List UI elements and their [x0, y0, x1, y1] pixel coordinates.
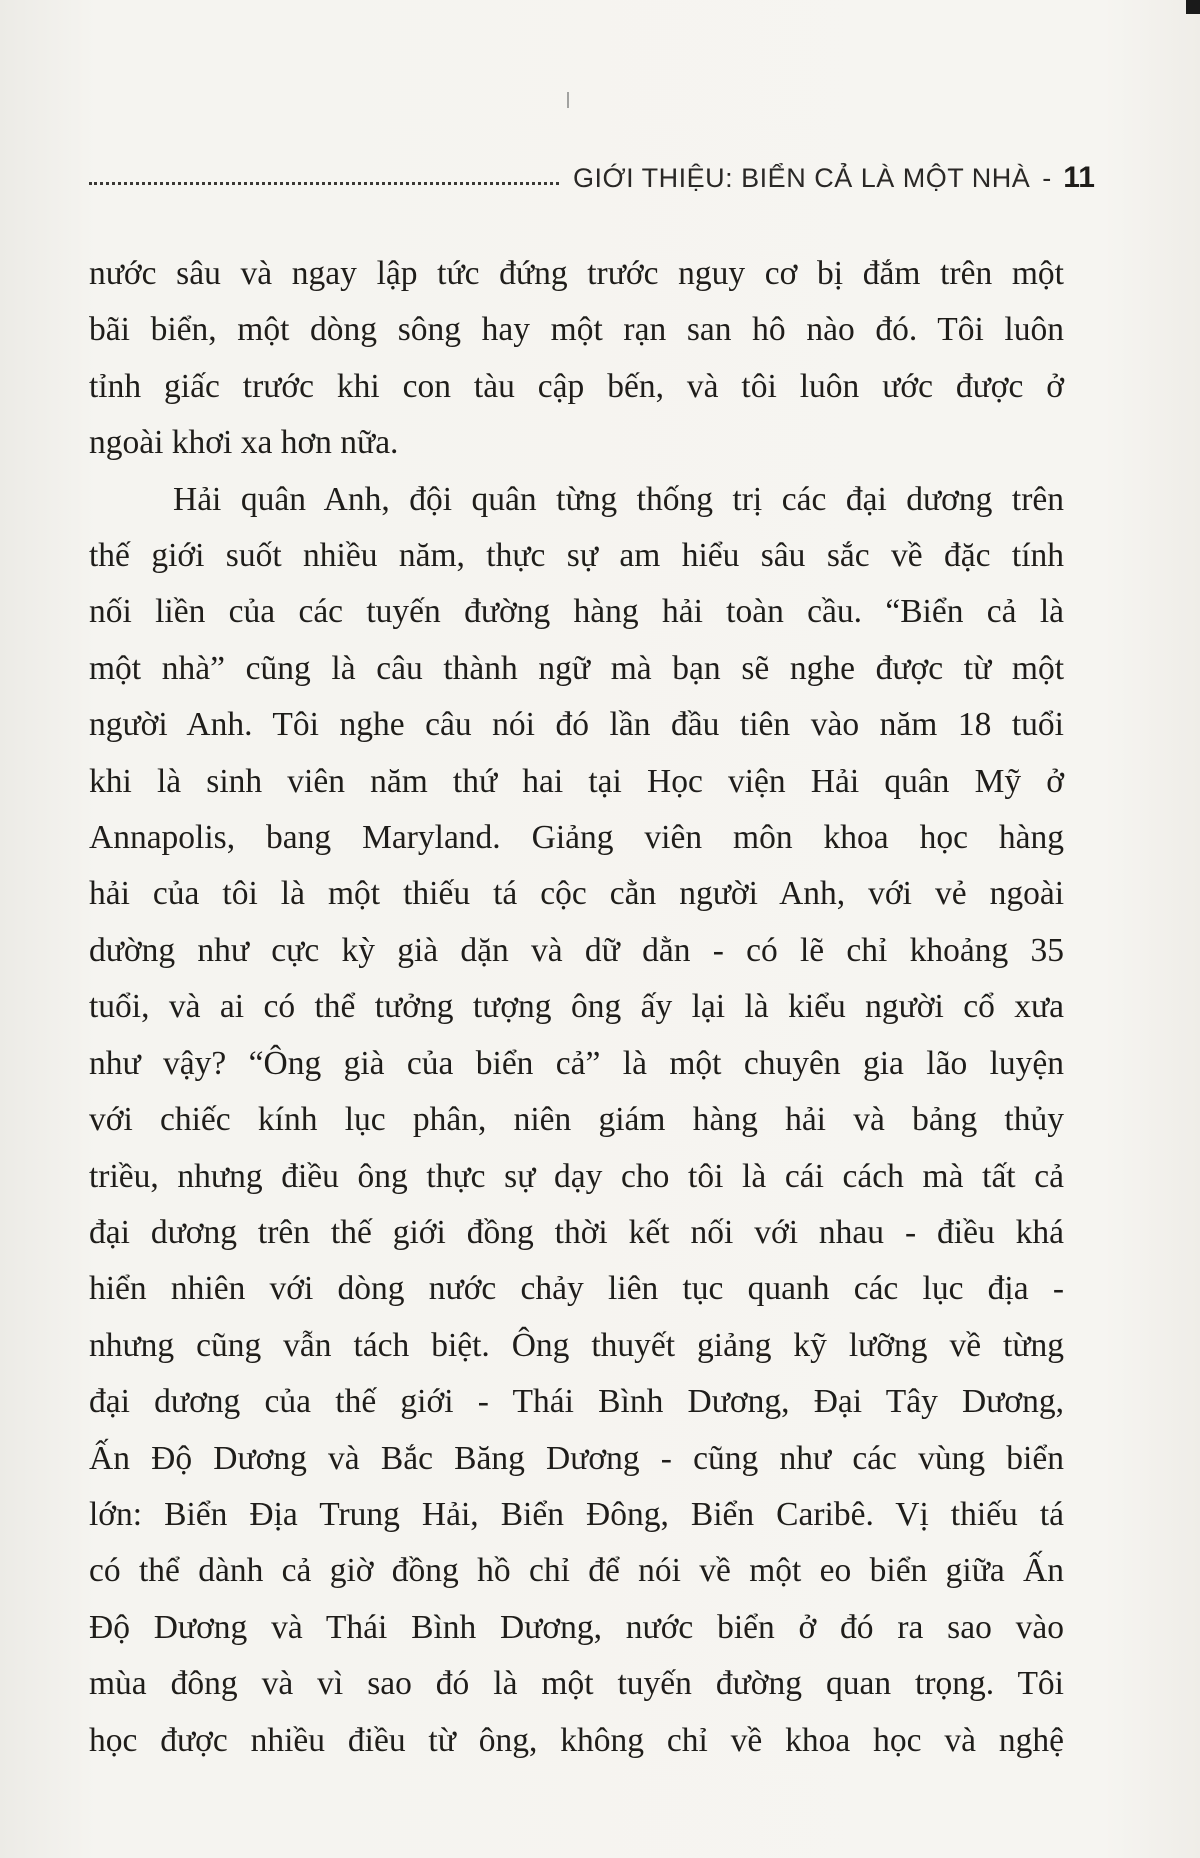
text-line: thế giới suốt nhiều năm, thực sự am hiểu sâu sắc về đặc tính	[89, 537, 1064, 575]
text-line: dường như cực kỳ già dặn và dữ dằn - có lẽ chỉ khoảng 35	[89, 931, 1064, 969]
dotted-leader	[89, 182, 559, 185]
text-line: học được nhiều điều từ ông, không chỉ về khoa học và nghệ	[89, 1721, 1064, 1759]
text-line: mùa đông và vì sao đó là một tuyến đường quan trọng. Tôi	[89, 1665, 1064, 1703]
text-line: ngoài khơi xa hơn nữa.	[89, 424, 399, 462]
text-line: khi là sinh viên năm thứ hai tại Học viện Hải quân Mỹ ở	[89, 762, 1064, 800]
body-text	[89, 246, 1064, 1769]
text-line: đại dương trên thế giới đồng thời kết nối với nhau - điều khá	[89, 1213, 1064, 1251]
text-line: nước sâu và ngay lập tức đứng trước nguy cơ bị đắm trên một	[89, 255, 1064, 292]
text-line: Hải quân Anh, đội quân từng thống trị các đại dương trên	[173, 480, 1064, 518]
text-line: Ấn Độ Dương và Bắc Băng Dương - cũng như các vùng biển	[89, 1439, 1064, 1477]
text-line: Annapolis, bang Maryland. Giảng viên môn khoa học hàng	[89, 819, 1064, 857]
text-line: nhưng cũng vẫn tách biệt. Ông thuyết giảng kỹ lưỡng về từng	[89, 1326, 1064, 1364]
text-line: hiển nhiên với dòng nước chảy liên tục quanh các lục địa -	[89, 1270, 1064, 1308]
text-line: đại dương của thế giới - Thái Bình Dương, Đại Tây Dương,	[89, 1383, 1064, 1421]
page-number: 11	[1063, 161, 1095, 194]
text-line: tuổi, và ai có thể tưởng tượng ông ấy lại là kiểu người cổ xưa	[89, 988, 1064, 1026]
text-line: có thể dành cả giờ đồng hồ chỉ để nói về một eo biển giữa Ấn	[89, 1552, 1064, 1590]
scan-tick-mark	[567, 92, 569, 108]
text-line: người Anh. Tôi nghe câu nói đó lần đầu tiên vào năm 18 tuổi	[89, 706, 1064, 744]
text-line: Độ Dương và Thái Bình Dương, nước biển ở đó ra sao vào	[89, 1608, 1064, 1646]
running-header	[89, 158, 1095, 198]
text-line: lớn: Biển Địa Trung Hải, Biển Đông, Biển Caribê. Vị thiếu tá	[89, 1495, 1064, 1533]
text-line: hải của tôi là một thiếu tá cộc cằn người Anh, với vẻ ngoài	[89, 875, 1064, 913]
text-line: tỉnh giấc trước khi con tàu cập bến, và tôi luôn ước được ở	[89, 367, 1064, 405]
text-line: bãi biển, một dòng sông hay một rạn san hô nào đó. Tôi luôn	[89, 311, 1064, 349]
header-separator: -	[1042, 162, 1052, 193]
text-line: như vậy? “Ông già của biển cả” là một chuyên gia lão luyện	[89, 1044, 1064, 1082]
text-line: một nhà” cũng là câu thành ngữ mà bạn sẽ nghe được từ một	[89, 649, 1064, 687]
text-line: với chiếc kính lục phân, niên giám hàng hải và bảng thủy	[89, 1101, 1064, 1139]
scan-corner-mark	[1186, 0, 1200, 14]
text-line: triều, nhưng điều ông thực sự dạy cho tôi là cái cách mà tất cả	[89, 1157, 1064, 1195]
text-line: nối liền của các tuyến đường hàng hải toàn cầu. “Biển cả là	[89, 593, 1064, 631]
chapter-title: GIỚI THIỆU: BIỂN CẢ LÀ MỘT NHÀ	[573, 162, 1031, 193]
